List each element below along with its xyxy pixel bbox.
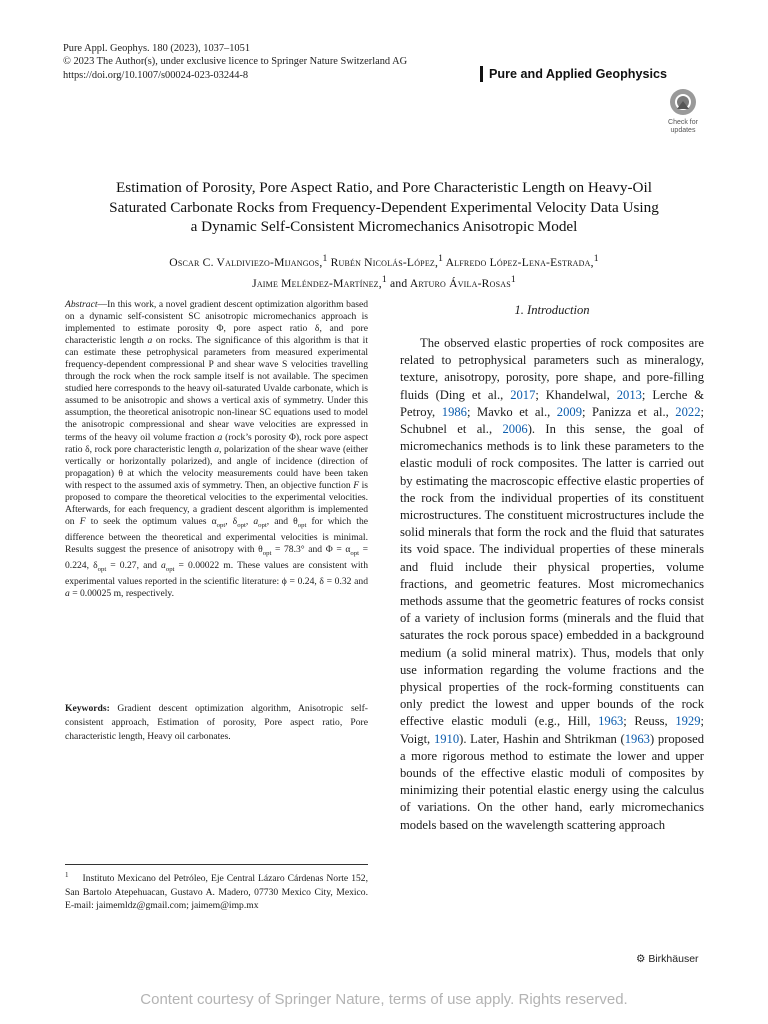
abstract-label: Abstract	[65, 299, 98, 310]
section-heading: 1. Introduction	[514, 303, 590, 317]
citation-link[interactable]: 2009	[556, 404, 582, 419]
footnote-divider	[65, 864, 368, 865]
author-name: Rubén Nicolás-López,	[330, 255, 439, 269]
affiliation-mark: 1	[322, 253, 328, 264]
footnote-mark: 1	[65, 871, 69, 879]
author-name: Oscar C. Valdiviezo-Mijangos,	[169, 255, 323, 269]
article-title	[40, 178, 728, 237]
affiliation-mark: 1	[593, 253, 599, 264]
citation-link[interactable]: 1929	[675, 714, 701, 729]
birkhauser-icon: ⚙	[636, 953, 646, 965]
publisher-logo	[636, 952, 699, 966]
author-name: Jaime Meléndez-Martínez,	[252, 276, 382, 290]
author-list	[40, 250, 728, 292]
footnote-text: Instituto Mexicano del Petróleo, Eje Central Lázaro Cárdenas Norte 152, San Bartolo Atepehuacan, Gustavo A. Madero, 07730 Mexico City, Mexico. E-mail: jaimemldz@gmail.com; jaimem@imp.mx	[65, 873, 368, 911]
citation: Pure Appl. Geophys. 180 (2023), 1037–1051	[63, 43, 251, 54]
citation-link[interactable]: 2013	[616, 387, 642, 402]
crossmark-icon	[668, 87, 698, 117]
citation-link[interactable]: 1986	[441, 404, 467, 419]
keywords-label: Keywords:	[65, 703, 110, 714]
check-updates-line2: updates	[670, 126, 696, 134]
courtesy-watermark: Content courtesy of Springer Nature, terms of use apply. Rights reserved.	[140, 991, 628, 1008]
citation-link[interactable]: 1910	[433, 731, 460, 746]
copyright-line: © 2023 The Author(s), under exclusive licence to Springer Nature Switzerland AG	[63, 56, 408, 68]
citation-link[interactable]: 2017	[510, 387, 536, 402]
keywords	[65, 702, 368, 744]
citation-link[interactable]: 1963	[598, 714, 624, 729]
check-for-updates-badge[interactable]	[663, 87, 703, 134]
introduction-paragraph: The observed elastic properties of rock composites are related to petrophysical parameters such as mineralogy, texture, anisotropy, porosity, pore shape, and pore-filling fluids (Ding et al., 2017; Khandelwal, 2013; Lerche & Petroy, 1986; Mavko et al., 2009; Panizza et al., 2022; Schubnel et al., 2006). In this sense, the goal of micromechanics methods is to link these parameters to the elastic moduli of rock composites. The latter is carried out by estimating the macroscopic effective elastic properties of the rock from the individual properties of its constituent microstructures. The constituent microstructures include the solid minerals that form the rock and the fluid that saturates its void space. The individual properties of these minerals and fluid include their physical properties, volume fractions, and geometric features. Most micromechanics methods assume that the geometric features of rocks consist of a variety of inclusion forms (minerals and the fluid that saturates the rock porous space) embedded in a background medium (a solid mineral matrix). Thus, models that only use information regarding the volume fractions and the physical properties of the rock-forming constituents can only predict the lowest and upper bounds of the rock effective elastic moduli (e.g., Hill, 1963; Reuss, 1929; Voigt, 1910). Later, Hashin and Shtrikman (1963) proposed a more rigorous method to estimate the lower and upper bounds of the effective elastic moduli of composites by minimizing their potential elastic energy using the calculus of variations. On the other hand, early micromechanics models based on the wavelength scattering approach	[400, 336, 705, 832]
author-name: Arturo Ávila-Rosas	[409, 276, 511, 290]
publisher-name: Birkhäuser	[648, 953, 699, 965]
affiliation-mark: 1	[438, 253, 444, 264]
affiliation-mark: 1	[510, 273, 516, 285]
abstract: Abstract—In this work, a novel gradient descent optimization algorithm based on a dynamic self-consistent SC anisotropic micromechanics approach is implemented to estimate porosity Φ, pore aspect ratio δ, and pore characteristic length a on rocks. The significance of this algorithm is that it can estimate these petrophysical parameters from measured experimental frequency-dependent compressional P and shear wave S velocities travelling through the rock when the rock sample itself is not available. The specimen studied here corresponds to the heavy oil-saturated Uvalde carbonate, which is assumed to be anisotropic and shows a vertical axis of symmetry. Under this assumption, the theoretical anisotropic non-linear SC equations used to model the anisotropic compressional and shear wave velocities are expressed in terms of the heavy oil volume fraction a (rock’s porosity Φ), rock pore aspect ratio δ, rock pore characteristic length a, polarization of the shear wave (either vertically or horizontally polarized), and angle of incidence (direction of propagation) θ at which the velocity measurements could have been taken with respect to the assumed axis of symmetry. Then, an objective function F is proposed to compare the theoretical velocities to the experimental velocities. Afterwards, for each frequency, a gradient descent algorithm is implemented on F to seek the optimum values $\alpha_{opt}$, $\delta_{opt}$, $a_{opt}$, and $\theta_{opt}$ for which the difference between the theoretical and experimental velocities is minimal. Results suggest the presence of anisotropy with $\theta_{opt} = 78.3^\circ$ and $\Phi = \alpha_{opt} = 0.224$, $\delta_{opt} = 0.27$, and $a_{opt} = 0.00022$ m. These values are consistent with experimental values reported in the scientific literature: ϕ = 0.24, δ = 0.32 and a = 0.00025 m, respectively.	[65, 299, 369, 599]
title-line: Saturated Carbonate Rocks from Frequency-Dependent Experimental Velocity Data Using	[109, 198, 659, 216]
keywords-text: Gradient descent optimization algorithm, Anisotropic self-consistent approach, Estimation of porosity, Pore aspect ratio, Pore characteristic length, Heavy oil carbonates.	[65, 703, 368, 742]
citation-link[interactable]: 2022	[675, 404, 701, 419]
article-meta	[63, 42, 407, 82]
title-line: a Dynamic Self-Consistent Micromechanics Anisotropic Model	[190, 218, 578, 235]
affiliation-mark: 1	[381, 273, 387, 285]
affiliation-footnote	[65, 869, 368, 912]
author-conjunction: and	[390, 276, 408, 290]
doi-link[interactable]: https://doi.org/10.1007/s00024-023-03244-8	[63, 69, 249, 81]
journal-name: Pure and Applied Geophysics	[480, 66, 704, 82]
check-updates-line1: Check for	[668, 119, 698, 126]
author-name: Alfredo López-Lena-Estrada,	[445, 255, 594, 269]
title-line: Estimation of Porosity, Pore Aspect Ratio, and Pore Characteristic Length on Heavy-Oil	[116, 179, 652, 196]
citation-link[interactable]: 2006	[502, 422, 528, 437]
citation-link[interactable]: 1963	[624, 731, 650, 746]
